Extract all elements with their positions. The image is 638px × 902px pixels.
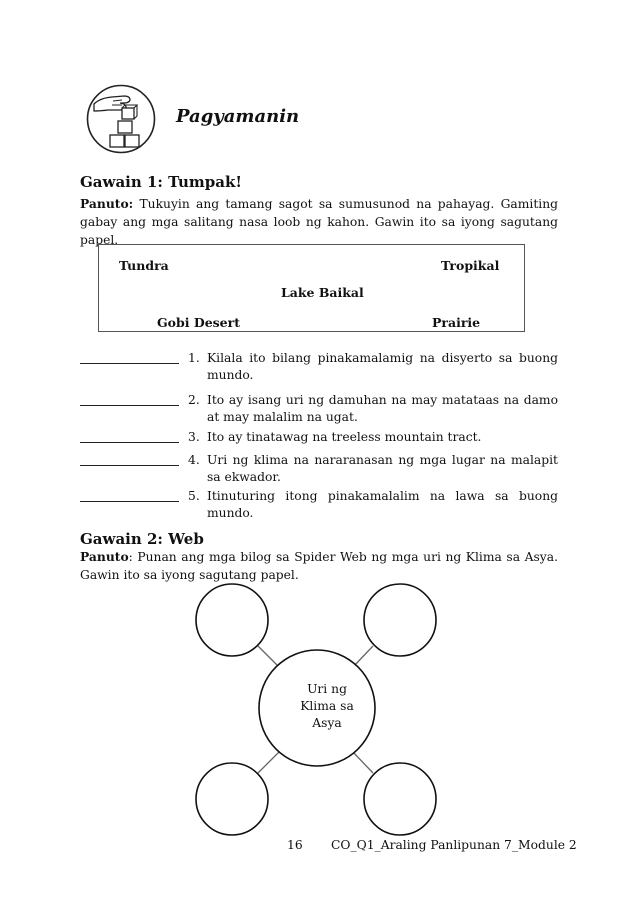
item-text: Kilala ito bilang pinakamalamig na disyerto sa buong mundo.: [207, 351, 558, 382]
web-connector: [352, 751, 373, 773]
web-center-line: Asya: [312, 716, 342, 730]
instruction-label: Panuto: [80, 549, 129, 564]
module-code: CO_Q1_Araling Panlipunan 7_Module 2: [331, 838, 577, 852]
answer-blank[interactable]: [80, 442, 179, 443]
web-outer-circle-top-right[interactable]: [364, 584, 436, 656]
web-center-line: Klima sa: [300, 699, 354, 713]
gawain1-title: Gawain 1: Tumpak!: [80, 173, 242, 191]
answer-blank[interactable]: [80, 405, 179, 406]
web-outer-circle-top-left[interactable]: [196, 584, 268, 656]
answer-blank[interactable]: [80, 501, 179, 502]
instruction-text: : Punan ang mga bilog sa Spider Web ng mga uri ng Klima sa Asya. Gawin ito sa iyong sagutang papel.: [80, 550, 558, 582]
item-number: 5.: [188, 489, 200, 503]
word-tropikal: Tropikal: [441, 258, 500, 273]
web-connector: [258, 751, 280, 773]
item-number: 1.: [188, 351, 200, 365]
web-center-label: [287, 681, 367, 732]
answer-blank[interactable]: [80, 465, 179, 466]
gawain2-instruction: [80, 548, 558, 584]
item-text: Itinuturing itong pinakamalalim na lawa sa buong mundo.: [207, 489, 558, 520]
answer-blank[interactable]: [80, 363, 179, 364]
web-outer-circle-bottom-left[interactable]: [196, 763, 268, 835]
item-number: 3.: [188, 430, 200, 444]
instruction-label: Panuto:: [80, 196, 134, 211]
gawain2-title: Gawain 2: Web: [80, 530, 204, 548]
item-text: Ito ay tinatawag na treeless mountain tract.: [207, 430, 482, 444]
page-number: 16: [287, 838, 303, 852]
item-number: 4.: [188, 453, 200, 467]
web-center-line: Uri ng: [307, 682, 347, 696]
item-text: Ito ay isang uri ng damuhan na may matataas na damo at may malalim na ugat.: [207, 393, 558, 424]
word-tundra: Tundra: [119, 258, 169, 273]
item-text: Uri ng klima na nararanasan ng mga lugar na malapit sa ekwador.: [207, 453, 558, 484]
word-gobi-desert: Gobi Desert: [157, 315, 240, 330]
word-lake-baikal: Lake Baikal: [281, 285, 364, 300]
word-box: [98, 244, 525, 332]
web-connector: [258, 646, 280, 668]
section-title: Pagyamanin: [176, 106, 300, 127]
web-outer-circle-bottom-right[interactable]: [364, 763, 436, 835]
item-number: 2.: [188, 393, 200, 407]
hand-stacking-blocks-icon: [86, 84, 156, 154]
instruction-text: Tukuyin ang tamang sagot sa sumusunod na pahayag. Gamiting gabay ang mga salitang nasa loob ng kahon. Gawin ito sa iyong sagutang papel.: [80, 197, 558, 247]
word-prairie: Prairie: [432, 315, 481, 330]
gawain1-instruction: [80, 195, 558, 249]
